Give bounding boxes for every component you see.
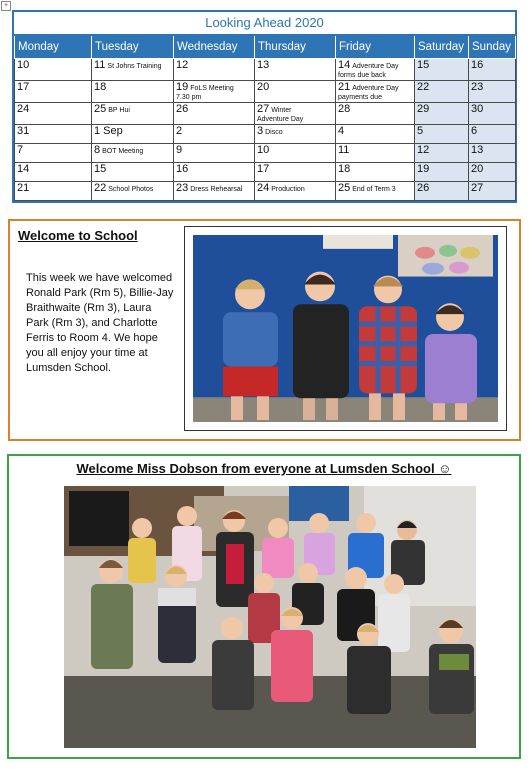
anchor-icon: + [1, 1, 11, 11]
calendar-day-cell [174, 125, 255, 144]
day-header: Thursday [255, 36, 336, 59]
welcome-title: Welcome to School [18, 228, 138, 243]
day-number: 31 [17, 125, 30, 137]
calendar-day-cell [336, 103, 415, 125]
calendar-event: Disco [265, 129, 283, 136]
day-number: 22 [417, 81, 430, 93]
calendar-week-row [15, 103, 516, 125]
day-number: 1 Sep [94, 125, 123, 137]
calendar-week-row [15, 59, 516, 81]
calendar-event: School Photos [108, 186, 154, 193]
day-number: 25 [94, 103, 107, 115]
calendar-event-detail: forms due back [338, 72, 386, 79]
day-number: 27 [257, 103, 270, 115]
calendar-day-cell [92, 182, 174, 201]
day-number: 29 [417, 103, 430, 115]
day-number: 16 [176, 163, 189, 175]
calendar-day-cell [415, 144, 469, 163]
day-number: 24 [257, 182, 270, 194]
calendar-day-cell [415, 163, 469, 182]
day-number: 13 [257, 59, 270, 71]
new-students-photo-image [193, 235, 498, 422]
day-number: 20 [471, 163, 484, 175]
calendar-event: Winter [271, 107, 292, 114]
day-number: 23 [176, 182, 189, 194]
dobson-section [7, 454, 521, 759]
class-photo-image [64, 486, 476, 748]
day-number: 8 [94, 144, 101, 156]
day-number: 25 [338, 182, 351, 194]
day-number: 10 [257, 144, 270, 156]
day-number: 3 [257, 125, 264, 137]
day-number: 22 [94, 182, 107, 194]
calendar-event: Adventure Day [352, 63, 399, 70]
calendar-day-cell [92, 103, 174, 125]
day-number: 4 [338, 125, 345, 137]
day-number: 12 [176, 59, 189, 71]
day-number: 12 [417, 144, 430, 156]
calendar-day-cell [255, 59, 336, 81]
calendar-day-cell [174, 81, 255, 103]
calendar-grid [14, 36, 516, 201]
new-students-photo [184, 226, 507, 431]
day-number: 14 [17, 163, 30, 175]
calendar-day-cell [336, 163, 415, 182]
calendar-event-detail: Adventure Day [257, 116, 304, 123]
calendar-day-cell [15, 81, 92, 103]
dobson-title: Welcome Miss Dobson from everyone at Lumsden School ☺ [76, 461, 452, 476]
calendar-event-detail: 7.30 pm [176, 94, 202, 101]
calendar-day-cell [92, 125, 174, 144]
calendar-event: Adventure Day [352, 85, 399, 92]
calendar-event: End of Term 3 [352, 186, 396, 193]
day-number: 11 [338, 144, 350, 156]
calendar-day-cell [255, 182, 336, 201]
calendar-day-cell [469, 103, 516, 125]
day-header: Tuesday [92, 36, 174, 59]
calendar-week-row [15, 163, 516, 182]
day-number: 15 [94, 163, 107, 175]
calendar-day-cell [92, 59, 174, 81]
calendar-week-row [15, 81, 516, 103]
calendar-day-cell [255, 163, 336, 182]
calendar-day-cell [336, 144, 415, 163]
calendar-day-cell [15, 59, 92, 81]
day-header: Saturday [415, 36, 469, 59]
day-number: 10 [17, 59, 30, 71]
day-number: 16 [471, 59, 484, 71]
day-number: 28 [338, 103, 351, 115]
day-number: 9 [176, 144, 183, 156]
day-header: Monday [15, 36, 92, 59]
day-number: 27 [471, 182, 484, 194]
calendar-event: FoLS Meeting [190, 85, 234, 92]
calendar-day-cell [469, 163, 516, 182]
calendar-day-cell [415, 125, 469, 144]
calendar-day-cell [92, 163, 174, 182]
calendar-day-cell [174, 182, 255, 201]
calendar-day-cell [255, 125, 336, 144]
calendar-week-row [15, 144, 516, 163]
calendar-day-cell [469, 125, 516, 144]
calendar-day-cell [174, 103, 255, 125]
welcome-section [8, 219, 521, 441]
calendar-week-row [15, 182, 516, 201]
day-number: 13 [471, 144, 484, 156]
day-number: 24 [17, 103, 30, 115]
day-header: Wednesday [174, 36, 255, 59]
day-number: 19 [417, 163, 430, 175]
calendar-day-cell [469, 59, 516, 81]
calendar-day-cell [15, 182, 92, 201]
calendar-event: BP Hui [108, 107, 130, 114]
day-number: 2 [176, 125, 183, 137]
calendar-week-row [15, 125, 516, 144]
day-number: 19 [176, 81, 189, 93]
calendar-day-cell [336, 81, 415, 103]
day-number: 15 [417, 59, 430, 71]
calendar-day-cell [15, 144, 92, 163]
calendar-day-cell [336, 182, 415, 201]
calendar-day-cell [255, 103, 336, 125]
day-number: 21 [17, 182, 30, 194]
day-number: 11 [94, 59, 106, 71]
calendar-day-cell [415, 182, 469, 201]
calendar-day-cell [469, 81, 516, 103]
day-header: Friday [336, 36, 415, 59]
calendar-event: BOT Meeting [102, 148, 144, 155]
day-number: 26 [417, 182, 430, 194]
day-number: 20 [257, 81, 270, 93]
calendar-header-row [15, 36, 516, 59]
calendar-title: Looking Ahead 2020 [14, 12, 515, 36]
calendar-day-cell [174, 163, 255, 182]
day-number: 18 [94, 81, 107, 93]
calendar-day-cell [92, 81, 174, 103]
day-number: 5 [417, 125, 424, 137]
day-number: 17 [257, 163, 270, 175]
day-number: 7 [17, 144, 24, 156]
calendar-event: Dress Rehearsal [190, 186, 243, 193]
day-number: 26 [176, 103, 189, 115]
day-number: 21 [338, 81, 351, 93]
calendar [12, 10, 517, 203]
calendar-day-cell [336, 125, 415, 144]
calendar-day-cell [15, 163, 92, 182]
calendar-day-cell [174, 59, 255, 81]
calendar-event: St Johns Training [107, 63, 162, 70]
day-number: 30 [471, 103, 484, 115]
day-number: 6 [471, 125, 478, 137]
calendar-day-cell [336, 59, 415, 81]
day-number: 17 [17, 81, 30, 93]
calendar-day-cell [255, 144, 336, 163]
calendar-day-cell [92, 144, 174, 163]
calendar-event: Production [271, 186, 305, 193]
calendar-day-cell [469, 182, 516, 201]
calendar-day-cell [15, 125, 92, 144]
calendar-day-cell [174, 144, 255, 163]
calendar-event-detail: payments due [338, 94, 382, 101]
calendar-day-cell [255, 81, 336, 103]
calendar-day-cell [415, 81, 469, 103]
day-number: 23 [471, 81, 484, 93]
class-photo [64, 486, 476, 748]
welcome-body: This week we have welcomed Ronald Park (Rm 5), Billie-Jay Braithwaite (Rm 3), Laura Park (Rm 3), and Charlotte Ferris to Room 4. We hope you all enjoy your time at Lumsden School. [26, 272, 174, 374]
calendar-day-cell [415, 103, 469, 125]
day-number: 14 [338, 59, 351, 71]
day-header: Sunday [469, 36, 516, 59]
calendar-day-cell [15, 103, 92, 125]
calendar-day-cell [415, 59, 469, 81]
day-number: 18 [338, 163, 351, 175]
calendar-day-cell [469, 144, 516, 163]
